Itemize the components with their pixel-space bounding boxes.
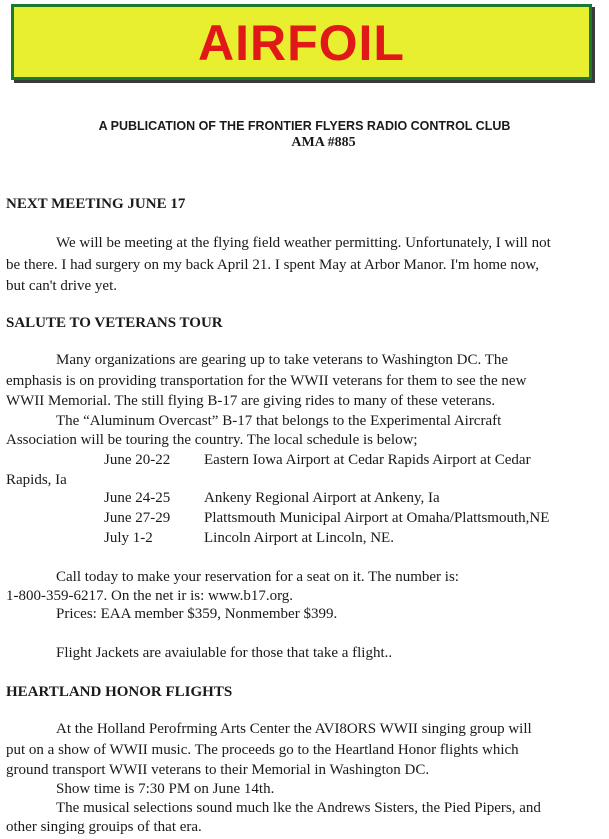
section-heading-meeting: NEXT MEETING JUNE 17: [6, 196, 186, 212]
paragraph-line: be there. I had surgery on my back April 21. I spent May at Arbor Manor. I'm home now,: [6, 257, 540, 273]
paragraph-line: Call today to make your reservation for a seat on it. The number is:: [56, 569, 459, 585]
paragraph-line: Many organizations are gearing up to take veterans to Washington DC. The: [56, 352, 509, 368]
paragraph-line: 1-800-359-6217. On the net ir is: www.b17.org.: [6, 588, 294, 604]
paragraph-line: emphasis is on providing transportation for the WWII veterans for them to see the new: [6, 373, 527, 389]
schedule-dates: June 27-29: [104, 510, 171, 526]
paragraph-line: WWII Memorial. The still flying B-17 are giving rides to many of these veterans.: [6, 393, 496, 409]
paragraph-line: ground transport WWII veterans to their Memorial in Washington DC.: [6, 762, 430, 778]
ama-number: AMA #885: [291, 135, 356, 150]
paragraph-line: but can't drive yet.: [6, 278, 117, 294]
schedule-dates: June 24-25: [104, 490, 171, 506]
schedule-place: Rapids, Ia: [6, 472, 67, 488]
schedule-place: Lincoln Airport at Lincoln, NE.: [204, 530, 394, 546]
paragraph-line: Association will be touring the country. The local schedule is below;: [6, 432, 418, 448]
section-heading-veterans: SALUTE TO VETERANS TOUR: [6, 315, 223, 331]
paragraph-line: At the Holland Perofrming Arts Center the AVI8ORS WWII singing group will: [56, 721, 532, 737]
paragraph-line: Show time is 7:30 PM on June 14th.: [56, 781, 275, 797]
section-heading-honor: HEARTLAND HONOR FLIGHTS: [6, 684, 233, 700]
paragraph-line: put on a show of WWII music. The proceeds go to the Heartland Honor flights which: [6, 742, 519, 758]
schedule-dates: July 1-2: [104, 530, 153, 546]
schedule-place: Ankeny Regional Airport at Ankeny, Ia: [204, 490, 440, 506]
publication-line: A PUBLICATION OF THE FRONTIER FLYERS RADIO CONTROL CLUB: [98, 119, 511, 133]
paragraph-line: We will be meeting at the flying field weather permitting. Unfortunately, I will not: [56, 235, 551, 251]
paragraph-line: other singing grouips of that era.: [6, 819, 202, 835]
schedule-place: Eastern Iowa Airport at Cedar Rapids Airport at Cedar: [204, 452, 531, 468]
schedule-place: Plattsmouth Municipal Airport at Omaha/Plattsmouth,NE: [204, 510, 550, 526]
paragraph-line: Prices: EAA member $359, Nonmember $399.: [56, 606, 338, 622]
paragraph-line: The musical selections sound much lke the Andrews Sisters, the Pied Pipers, and: [56, 800, 541, 816]
schedule-dates: June 20-22: [104, 452, 171, 468]
newsletter-title: AIRFOIL: [198, 15, 405, 71]
paragraph-line: The “Aluminum Overcast” B-17 that belongs to the Experimental Aircraft: [56, 413, 502, 429]
paragraph-line: Flight Jackets are avaiulable for those that take a flight..: [56, 645, 393, 661]
masthead-banner: [11, 4, 592, 80]
